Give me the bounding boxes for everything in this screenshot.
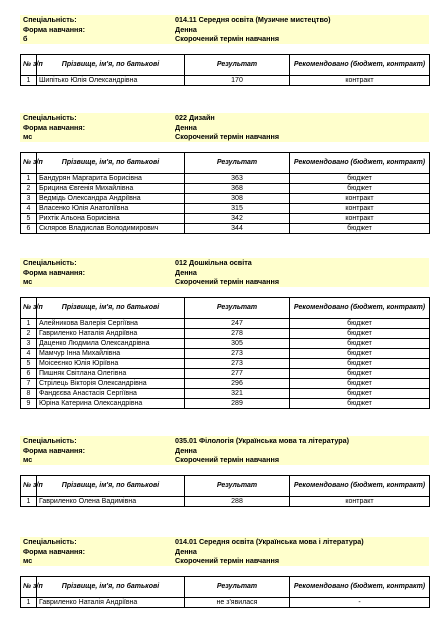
column-header-num: № з/п [21,54,37,75]
row-result: 305 [185,338,290,348]
row-num: 9 [21,398,37,408]
row-num: 2 [21,328,37,338]
row-num: 2 [21,183,37,193]
column-header-recommend: Рекомендовано (бюджет, контракт) [290,152,430,173]
section-header [20,258,429,287]
row-num: 1 [21,318,37,328]
row-num: 4 [21,348,37,358]
column-header-num: № з/п [21,297,37,318]
row-name: Брицина Євгенія Михайлівна [37,183,185,193]
row-name: Пишняк Світлана Олегівна [37,368,185,378]
specialty-value: 012 Дошкільна освіта [172,258,429,268]
table-row [21,223,430,233]
row-result: 273 [185,358,290,368]
column-header-num: № з/п [21,475,37,496]
row-num: 7 [21,378,37,388]
row-result: 321 [185,388,290,398]
row-num: 5 [21,358,37,368]
column-header-num: № з/п [21,152,37,173]
row-name: Скляров Владислав Володимирович [37,223,185,233]
table-row [21,328,430,338]
term-value: Скорочений термін навчання [172,34,429,44]
row-num: 1 [21,75,37,85]
table-row [21,398,430,408]
level-label: мс [20,277,172,287]
row-result: 273 [185,348,290,358]
row-recommend: бюджет [290,378,430,388]
column-header-name: Прізвище, ім'я, по батькові [37,54,185,75]
table-row [21,368,430,378]
row-num: 3 [21,193,37,203]
table-row [21,597,430,607]
row-recommend: контракт [290,213,430,223]
row-result: 344 [185,223,290,233]
specialty-label: Спеціальність: [20,113,172,123]
column-header-name: Прізвище, ім'я, по батькові [37,297,185,318]
row-recommend: бюджет [290,388,430,398]
row-recommend: бюджет [290,173,430,183]
column-header-recommend: Рекомендовано (бюджет, контракт) [290,54,430,75]
results-table [20,297,430,409]
row-name: Юріна Катерина Олександрівна [37,398,185,408]
column-header-recommend: Рекомендовано (бюджет, контракт) [290,475,430,496]
term-value: Скорочений термін навчання [172,277,429,287]
row-name: Бандурян Маргарита Борисівна [37,173,185,183]
form-value: Денна [172,446,429,456]
results-table [20,54,430,86]
term-value: Скорочений термін навчання [172,132,429,142]
form-value: Денна [172,268,429,278]
row-result: 288 [185,496,290,506]
section-header [20,15,429,44]
row-recommend: контракт [290,496,430,506]
row-result: 296 [185,378,290,388]
row-num: 6 [21,368,37,378]
row-result: 278 [185,328,290,338]
specialty-section [20,258,429,409]
column-header-result: Результат [185,576,290,597]
specialty-section [20,537,429,608]
column-header-result: Результат [185,152,290,173]
row-name: Гавриленко Олена Вадимівна [37,496,185,506]
row-recommend: бюджет [290,183,430,193]
row-result: не з'явилася [185,597,290,607]
results-table [20,152,430,234]
row-recommend: бюджет [290,348,430,358]
table-row [21,388,430,398]
row-result: 368 [185,183,290,193]
row-result: 170 [185,75,290,85]
row-recommend: бюджет [290,358,430,368]
row-recommend: контракт [290,75,430,85]
row-result: 315 [185,203,290,213]
row-num: 6 [21,223,37,233]
table-row [21,318,430,328]
row-result: 277 [185,368,290,378]
row-recommend: бюджет [290,223,430,233]
specialty-section [20,113,429,234]
results-table [20,576,430,608]
row-recommend: контракт [290,193,430,203]
row-name: Даценко Людмила Олександрівна [37,338,185,348]
specialty-label: Спеціальність: [20,258,172,268]
table-row [21,213,430,223]
column-header-name: Прізвище, ім'я, по батькові [37,475,185,496]
row-result: 289 [185,398,290,408]
row-name: Шипітько Юлія Олександрівна [37,75,185,85]
specialty-section [20,436,429,507]
row-result: 247 [185,318,290,328]
row-recommend: бюджет [290,318,430,328]
form-label: Форма навчання: [20,25,172,35]
row-name: Фандєєва Анастасія Сергіївна [37,388,185,398]
specialty-label: Спеціальність: [20,15,172,25]
form-label: Форма навчання: [20,547,172,557]
form-value: Денна [172,123,429,133]
row-result: 342 [185,213,290,223]
term-value: Скорочений термін навчання [172,556,429,566]
level-label: б [20,34,172,44]
row-result: 308 [185,193,290,203]
row-recommend: - [290,597,430,607]
section-header [20,113,429,142]
row-result: 363 [185,173,290,183]
section-header [20,537,429,566]
column-header-result: Результат [185,475,290,496]
row-name: Ведмідь Олександра Андріївна [37,193,185,203]
level-label: мс [20,556,172,566]
row-recommend: бюджет [290,328,430,338]
specialty-value: 035.01 Філологія (Українська мова та література) [172,436,429,446]
row-num: 1 [21,173,37,183]
row-name: Моісеєнко Юлія Юріївна [37,358,185,368]
row-recommend: бюджет [290,368,430,378]
specialty-section [20,15,429,86]
term-value: Скорочений термін навчання [172,455,429,465]
table-row [21,378,430,388]
form-value: Денна [172,547,429,557]
row-name: Гавриленко Наталія Андріївна [37,328,185,338]
row-recommend: контракт [290,203,430,213]
form-label: Форма навчання: [20,123,172,133]
row-num: 1 [21,496,37,506]
specialty-label: Спеціальність: [20,537,172,547]
table-row [21,75,430,85]
table-row [21,203,430,213]
table-row [21,358,430,368]
column-header-recommend: Рекомендовано (бюджет, контракт) [290,576,430,597]
level-label: мс [20,455,172,465]
section-header [20,436,429,465]
row-num: 4 [21,203,37,213]
row-name: Гавриленко Наталія Андріївна [37,597,185,607]
table-row [21,173,430,183]
column-header-name: Прізвище, ім'я, по батькові [37,152,185,173]
specialty-label: Спеціальність: [20,436,172,446]
form-value: Денна [172,25,429,35]
specialty-value: 014.01 Середня освіта (Українська мова і література) [172,537,429,547]
row-num: 8 [21,388,37,398]
level-label: мс [20,132,172,142]
form-label: Форма навчання: [20,268,172,278]
table-row [21,348,430,358]
row-name: Власенко Юлія Анатоліївна [37,203,185,213]
column-header-name: Прізвище, ім'я, по батькові [37,576,185,597]
row-num: 3 [21,338,37,348]
results-table [20,475,430,507]
row-name: Рихтік Альона Борисівна [37,213,185,223]
table-row [21,183,430,193]
column-header-recommend: Рекомендовано (бюджет, контракт) [290,297,430,318]
specialty-value: 014.11 Середня освіта (Музичне мистецтво) [172,15,429,25]
form-label: Форма навчання: [20,446,172,456]
table-row [21,193,430,203]
row-num: 1 [21,597,37,607]
column-header-result: Результат [185,54,290,75]
column-header-result: Результат [185,297,290,318]
row-name: Стрілець Вікторія Олександрівна [37,378,185,388]
table-row [21,496,430,506]
column-header-num: № з/п [21,576,37,597]
row-num: 5 [21,213,37,223]
row-recommend: бюджет [290,398,430,408]
row-recommend: бюджет [290,338,430,348]
row-name: Алейникова Валерія Сергіївна [37,318,185,328]
table-row [21,338,430,348]
specialty-value: 022 Дизайн [172,113,429,123]
row-name: Мамчур Інна Михайлівна [37,348,185,358]
